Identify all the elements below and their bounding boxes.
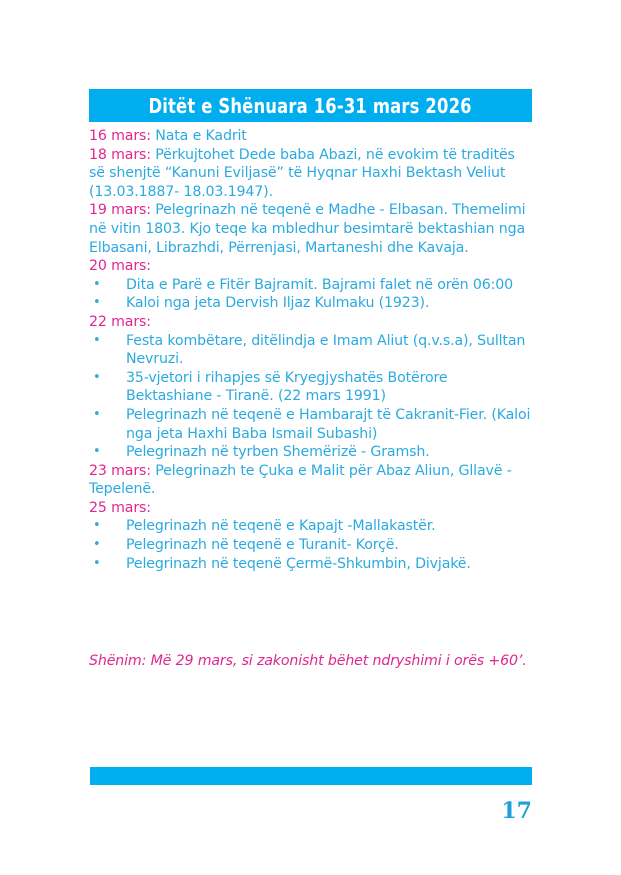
bullet-icon: • [93, 332, 101, 348]
header-banner [89, 89, 532, 122]
event-date: 19 mars: [89, 202, 151, 219]
bullet-list [89, 276, 534, 313]
bullet-icon: • [93, 518, 101, 534]
list-item [89, 443, 534, 462]
event-date: 23 mars: [89, 462, 151, 479]
list-item [89, 517, 534, 536]
bullet-icon: • [93, 406, 101, 422]
footer-bar [90, 767, 532, 785]
bullet-icon: • [93, 444, 101, 460]
list-item-text: 35-vjetori i rihapjes së Kryegjyshatës Botërore Bektashiane - Tiranë. (22 mars 1991) [126, 369, 448, 405]
events-list [89, 127, 534, 573]
list-item-text: Pelegrinazh në teqenë e Turanit- Korçë. [126, 537, 399, 554]
bullet-icon: • [93, 276, 101, 292]
list-item [89, 406, 534, 443]
event-text: Nata e Kadrit [150, 128, 247, 144]
page-number: 17 [501, 798, 532, 824]
event-entry [89, 462, 534, 499]
bullet-icon: • [93, 295, 101, 311]
list-item-text: Dita e Parë e Fitër Bajramit. Bajrami falet në orën 06:00 [126, 276, 514, 293]
bullet-icon: • [93, 369, 101, 385]
event-entry [89, 146, 534, 202]
bullet-icon: • [93, 555, 101, 571]
list-item [89, 536, 534, 555]
page-title: Ditët e Shënuara 16-31 mars 2026 [148, 93, 473, 118]
list-item-text: Pelegrinazh në teqenë e Kapajt -Mallakastër. [126, 518, 436, 535]
event-entry [89, 257, 534, 313]
event-date: 22 mars: [89, 313, 151, 330]
list-item [89, 369, 534, 406]
event-entry [89, 313, 534, 462]
list-item [89, 555, 534, 574]
bullet-list [89, 332, 534, 462]
event-entry [89, 127, 534, 146]
bullet-icon: • [93, 537, 101, 553]
event-date: 20 mars: [89, 258, 151, 275]
event-text: Pelegrinazh në teqenë e Madhe - Elbasan. Themelimi në vitin 1803. Kjo teqe ka mbledhur besimtarë bektashian nga Elbasani, Librazhdi, Përrenjasi, Martaneshi dhe Kavaja. [89, 202, 526, 256]
list-item [89, 276, 534, 295]
event-date: 16 mars: [89, 128, 151, 144]
list-item [89, 332, 534, 369]
event-text: Pelegrinazh te Çuka e Malit për Abaz Aliun, Gllavë -Tepelenë. [89, 462, 512, 498]
list-item-text: Festa kombëtare, ditëlindja e Imam Aliut (q.v.s.a), Sulltan Nevruzi. [126, 332, 526, 368]
list-item-text: Pelegrinazh në teqenë e Hambarajt të Cakranit-Fier. (Kaloi nga jeta Haxhi Baba Ismail Subashi) [126, 406, 531, 442]
event-text: Përkujtohet Dede baba Abazi, në evokim të traditës së shenjtë “Kanuni Eviljasë” të Hyqnar Haxhi Bektash Veliut (13.03.1887- 18.03.1947). [89, 146, 515, 200]
list-item-text: Kaloi nga jeta Dervish Iljaz Kulmaku (1923). [126, 295, 430, 312]
event-entry [89, 499, 534, 573]
note-text: Shënim: Më 29 mars, si zakonisht bëhet ndryshimi i orës +60’. [89, 653, 527, 669]
list-item-text: Pelegrinazh në teqenë Çermë-Shkumbin, Divjakë. [126, 555, 471, 572]
bullet-list [89, 517, 534, 573]
event-date: 18 mars: [89, 146, 151, 163]
event-entry [89, 201, 534, 257]
event-date: 25 mars: [89, 499, 151, 516]
list-item-text: Pelegrinazh në tyrben Shemërizë - Gramsh. [126, 444, 430, 461]
list-item [89, 294, 534, 313]
